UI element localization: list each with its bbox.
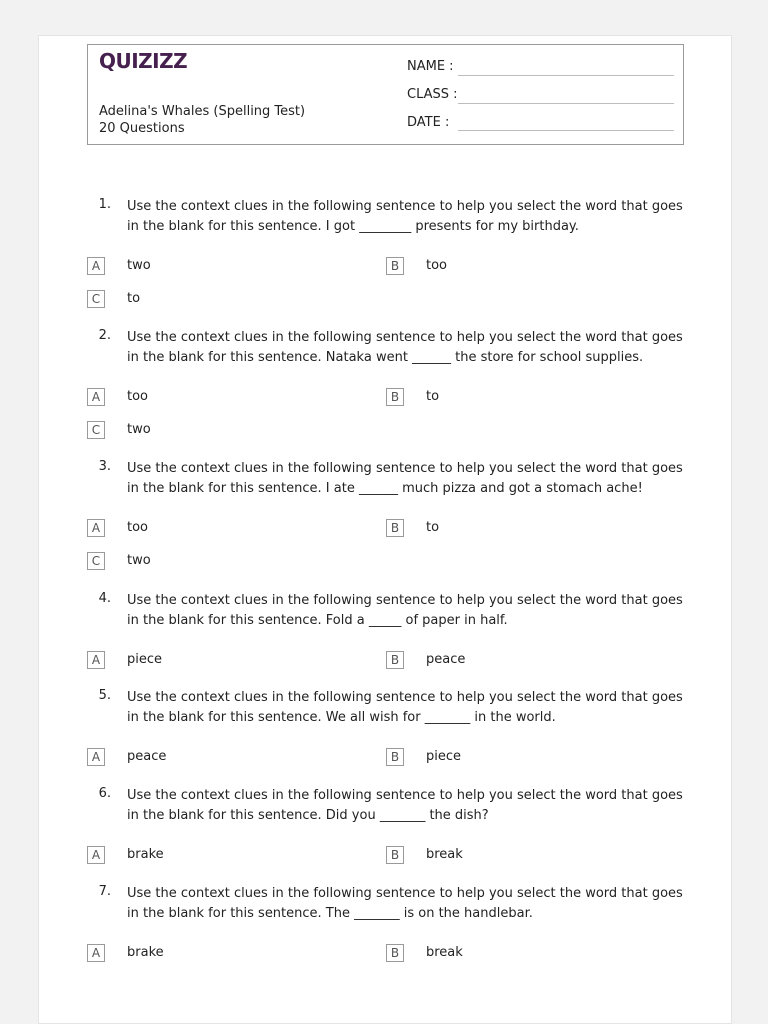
option-text: break bbox=[426, 847, 463, 862]
quizizz-logo: QUIZIZZ bbox=[99, 49, 188, 73]
option-letter-box[interactable]: A bbox=[87, 846, 105, 864]
option-letter-box[interactable]: A bbox=[87, 257, 105, 275]
option-letter-box[interactable]: C bbox=[87, 421, 105, 439]
question-number: 5. bbox=[98, 688, 111, 703]
option-letter-box[interactable]: C bbox=[87, 552, 105, 570]
option-text: peace bbox=[127, 749, 167, 764]
question-number: 7. bbox=[98, 884, 111, 899]
worksheet-page bbox=[38, 35, 732, 1024]
option-text: two bbox=[127, 553, 151, 568]
option-letter-box[interactable]: A bbox=[87, 388, 105, 406]
name-label: NAME : bbox=[407, 59, 454, 74]
option-letter-box[interactable]: B bbox=[386, 748, 404, 766]
option-letter-box[interactable]: A bbox=[87, 651, 105, 669]
question-number: 6. bbox=[98, 786, 111, 801]
name-line bbox=[458, 75, 674, 76]
question-number: 4. bbox=[98, 591, 111, 606]
option-letter-box[interactable]: A bbox=[87, 748, 105, 766]
question-number: 1. bbox=[98, 197, 111, 212]
question-text: Use the context clues in the following sentence to help you select the word that goes in the blank for this sentence. Did you _______ the dish? bbox=[127, 788, 683, 823]
option-text: brake bbox=[127, 945, 164, 960]
worksheet-header bbox=[87, 44, 684, 145]
option-letter-box[interactable]: C bbox=[87, 290, 105, 308]
option-text: two bbox=[127, 422, 151, 437]
question-count: 20 Questions bbox=[99, 121, 185, 136]
option-letter-box[interactable]: B bbox=[386, 388, 404, 406]
class-label: CLASS : bbox=[407, 87, 458, 102]
question-text: Use the context clues in the following sentence to help you select the word that goes in the blank for this sentence. Nataka went ______ the store for school supplies. bbox=[127, 330, 683, 365]
option-text: piece bbox=[127, 652, 163, 667]
question-text: Use the context clues in the following sentence to help you select the word that goes in the blank for this sentence. The _______ is on the handlebar. bbox=[127, 886, 683, 921]
option-letter-box[interactable]: B bbox=[386, 846, 404, 864]
option-text: two bbox=[127, 258, 151, 273]
option-text: break bbox=[426, 945, 463, 960]
option-text: to bbox=[426, 389, 440, 404]
option-text: too bbox=[426, 258, 448, 273]
option-letter-box[interactable]: A bbox=[87, 944, 105, 962]
option-letter-box[interactable]: B bbox=[386, 651, 404, 669]
option-text: brake bbox=[127, 847, 164, 862]
question-number: 3. bbox=[98, 459, 111, 474]
option-text: too bbox=[127, 520, 149, 535]
question-text: Use the context clues in the following sentence to help you select the word that goes in the blank for this sentence. I ate ______ much pizza and got a stomach ache! bbox=[127, 461, 683, 496]
question-text: Use the context clues in the following sentence to help you select the word that goes in the blank for this sentence. I got ________ presents for my birthday. bbox=[127, 199, 683, 234]
question-text: Use the context clues in the following sentence to help you select the word that goes in the blank for this sentence. Fold a _____ of paper in half. bbox=[127, 593, 683, 628]
option-text: to bbox=[426, 520, 440, 535]
option-letter-box[interactable]: B bbox=[386, 519, 404, 537]
date-line bbox=[458, 130, 674, 131]
question-number: 2. bbox=[98, 328, 111, 343]
option-text: to bbox=[127, 291, 141, 306]
option-text: too bbox=[127, 389, 149, 404]
option-letter-box[interactable]: B bbox=[386, 944, 404, 962]
class-line bbox=[458, 103, 674, 104]
option-text: piece bbox=[426, 749, 462, 764]
question-text: Use the context clues in the following sentence to help you select the word that goes in the blank for this sentence. We all wish for _______ in the world. bbox=[127, 690, 683, 725]
date-label: DATE : bbox=[407, 115, 450, 130]
option-letter-box[interactable]: B bbox=[386, 257, 404, 275]
test-title: Adelina's Whales (Spelling Test) bbox=[99, 104, 306, 119]
option-text: peace bbox=[426, 652, 466, 667]
option-letter-box[interactable]: A bbox=[87, 519, 105, 537]
